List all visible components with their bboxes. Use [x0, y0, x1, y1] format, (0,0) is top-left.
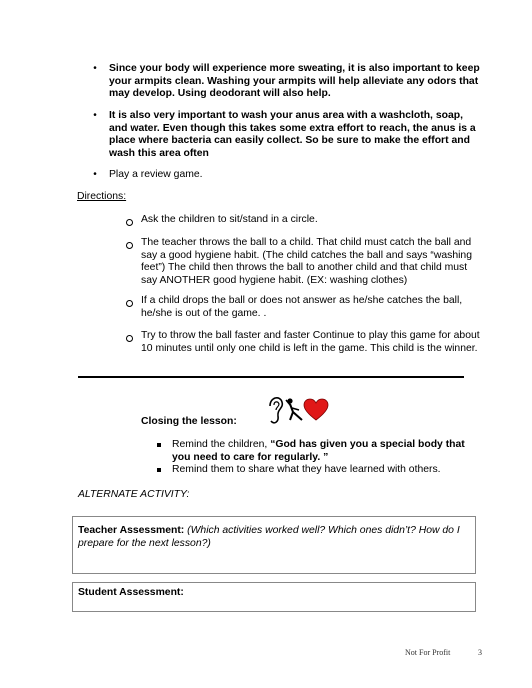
bullet-2-line: place where bacteria can easily collect. So be sure to make the effort and	[109, 135, 470, 146]
direction-2-line: feet”) The child then throws the ball to another child and that child must	[141, 262, 468, 273]
student-assessment-label: Student Assessment:	[78, 587, 184, 598]
page-number: 3	[478, 648, 482, 657]
bullet-1-line: may develop. Using deodorant will also help.	[109, 88, 331, 99]
circle-bullet-icon	[126, 242, 133, 249]
square-bullet-icon	[157, 468, 161, 472]
teacher-assessment-box	[72, 516, 476, 574]
footer-text: Not For Profit	[405, 648, 451, 657]
heart-icon	[304, 399, 328, 420]
direction-2-line: say a good hygiene habit. (The child catches the ball and says “washing	[141, 249, 472, 261]
teacher-assessment-label: Teacher Assessment:	[78, 525, 185, 536]
direction-3-line: he/she is out of the game. .	[141, 307, 267, 319]
direction-1-line: Ask the children to sit/stand in a circle.	[141, 214, 318, 225]
bullet-dot: •	[93, 63, 97, 74]
teacher-assessment-prompt-line-2: prepare for the next lesson?)	[78, 537, 211, 549]
direction-2-line: say ANOTHER good hygiene habit. (EX: washing clothes)	[141, 274, 408, 286]
closing-item-1-line-2: you need to care for regularly. ”	[172, 451, 329, 463]
closing-item-1-quote: “God has given you a special body that	[270, 439, 465, 450]
circle-bullet-icon	[126, 300, 133, 307]
bullet-dot: •	[93, 110, 97, 121]
directions-label: Directions:	[77, 191, 127, 202]
bullet-2-line: and water. Even though this takes some extra effort to reach, the anus is a	[109, 122, 476, 134]
student-assessment-box	[72, 582, 476, 612]
closing-item-1-line-1	[172, 439, 465, 451]
teacher-assessment-prompt: (Which activities worked well? Which ones didn’t? How do I	[187, 525, 460, 536]
bullet-2-line: wash this area often	[109, 147, 209, 159]
closing-label: Closing the lesson:	[141, 416, 237, 427]
direction-3-line: If a child drops the ball or does not answer as he/she catches the ball,	[141, 295, 463, 306]
stretching-person-icon	[286, 398, 302, 420]
direction-4-line: 10 minutes until only one child is left in the game. This child is the winner.	[141, 342, 478, 354]
bullet-2-line: It is also very important to wash your anus area with a washcloth, soap,	[109, 110, 463, 121]
closing-item-2: Remind them to share what they have learned with others.	[172, 464, 441, 475]
square-bullet-icon	[157, 443, 161, 447]
bullet-dot: •	[93, 169, 97, 180]
section-divider	[78, 376, 464, 378]
bullet-3-line: Play a review game.	[109, 169, 203, 180]
listen-reflect-love-icons	[266, 392, 330, 428]
teacher-assessment-line-1	[78, 525, 460, 537]
direction-4-line: Try to throw the ball faster and faster Continue to play this game for about	[141, 330, 480, 341]
closing-icons	[266, 392, 330, 428]
circle-bullet-icon	[126, 335, 133, 342]
ear-icon	[270, 398, 282, 423]
bullet-1-line: your armpits clean. Washing your armpits will help alleviate any odors that	[109, 75, 479, 87]
direction-2-line: The teacher throws the ball to a child. That child must catch the ball and	[141, 237, 472, 248]
closing-item-1-prefix: Remind the children,	[172, 439, 271, 450]
circle-bullet-icon	[126, 219, 133, 226]
bullet-1-line: Since your body will experience more sweating, it is also important to keep	[109, 63, 480, 74]
alternate-activity-heading: ALTERNATE ACTIVITY:	[78, 489, 190, 500]
